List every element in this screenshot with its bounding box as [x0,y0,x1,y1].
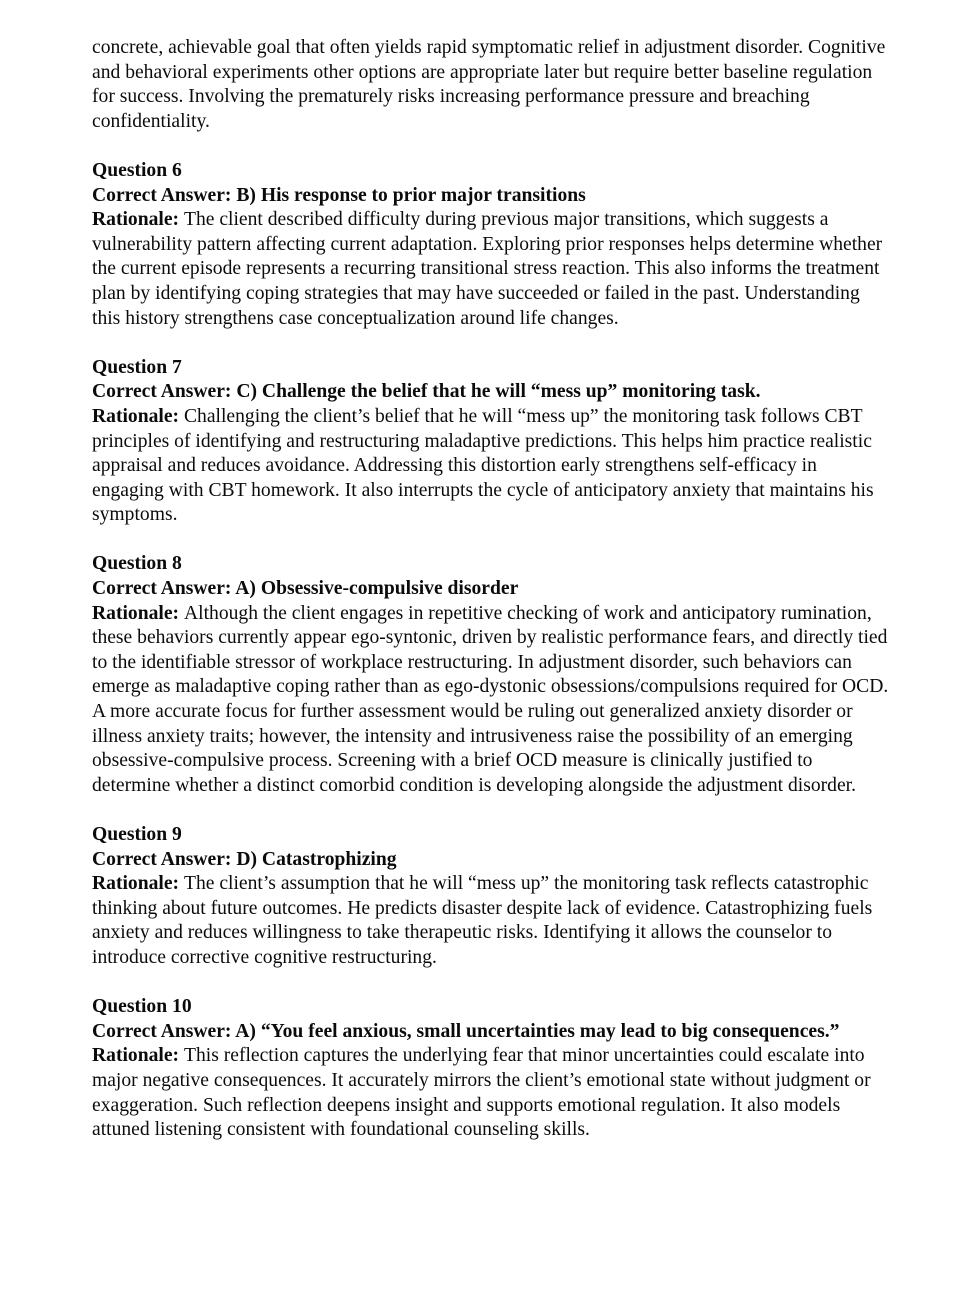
question-heading-7: Question 7 [92,356,182,378]
correct-answer-10: Correct Answer: A) “You feel anxious, small uncertainties may lead to big consequences.” [92,1020,840,1042]
question-section-6 [92,159,892,331]
rationale-text-9: The client’s assumption that he will “mess up” the monitoring task reflects catastrophic thinking about future outcomes. He predicts disaster despite lack of evidence. Catastrophizing fuels anxiety and reduces willingness to take therapeutic risks. Identifying it allows the counselor to introduce corrective cognitive restructuring. [92,873,873,968]
intro-paragraph-block [92,36,892,134]
correct-answer-8: Correct Answer: A) Obsessive-compulsive disorder [92,578,519,600]
correct-answer-7: Correct Answer: C) Challenge the belief that he will “mess up” monitoring task. [92,381,761,403]
question-section-9 [92,823,892,971]
question-section-7 [92,356,892,528]
rationale-label-9: Rationale: [92,873,184,895]
correct-answer-9: Correct Answer: D) Catastrophizing [92,848,397,870]
question-section-8 [92,552,892,798]
rationale-text-10: This reflection captures the underlying fear that minor uncertainties could escalate into major negative consequences. It accurately mirrors the client’s emotional state without judgment or exaggeration. Such reflection deepens insight and supports emotional regulation. It also models attuned listening consistent with foundational counseling skills. [92,1045,871,1141]
rationale-label-10: Rationale: [92,1045,184,1067]
rationale-9 [92,872,892,970]
rationale-7 [92,405,892,528]
rationale-label-6: Rationale: [92,209,184,231]
rationale-10 [92,1044,892,1142]
question-heading-10: Question 10 [92,996,192,1018]
rationale-8 [92,602,892,799]
rationale-text-7: Challenging the client’s belief that he will “mess up” the monitoring task follows CBT principles of identifying and restructuring maladaptive predictions. This helps him practice realistic appraisal and reduces avoidance. Addressing this distortion early strengthens self-efficacy in engaging with CBT homework. It also interrupts the cycle of anticipatory anxiety that maintains his symptoms. [92,405,874,526]
question-heading-6: Question 6 [92,159,182,181]
question-heading-9: Question 9 [92,824,182,845]
question-section-10 [92,995,892,1143]
intro-paragraph: concrete, achievable goal that often yields rapid symptomatic relief in adjustment disorder. Cognitive and behavioral experiments other options are appropriate later but require better baseline regulation for success. Involving the prematurely risks increasing performance pressure and breaching confidentiality. [92,37,886,132]
question-heading-8: Question 8 [92,553,182,575]
rationale-text-6: The client described difficulty during previous major transitions, which suggests a vulnerability pattern affecting current adaptation. Exploring prior responses helps determine whether the current episode represents a recurring transitional stress reaction. This also informs the treatment plan by identifying coping strategies that may have succeeded or failed in the past. Understanding this history strengthens case conceptualization around life changes. [92,209,883,329]
rationale-text-8: Although the client engages in repetitive checking of work and anticipatory rumination, these behaviors currently appear ego-syntonic, driven by realistic performance fears, and directly tied to the identifiable stressor of workplace restructuring. In adjustment disorder, such behaviors can emerge as maladaptive coping rather than as ego-dystonic obsessions/compulsions required for OCD. A more accurate focus for further assessment would be ruling out generalized anxiety disorder or illness anxiety traits; however, the intensity and intrusiveness raise the possibility of an emerging obsessive-compulsive process. Screening with a brief OCD measure is clinically justified to determine whether a distinct comorbid condition is developing alongside the adjustment disorder. [92,602,889,796]
rationale-label-7: Rationale: [92,405,184,427]
document-body [92,36,892,1143]
rationale-label-8: Rationale: [92,602,184,624]
correct-answer-6: Correct Answer: B) His response to prior major transitions [92,184,586,206]
rationale-6 [92,208,892,331]
